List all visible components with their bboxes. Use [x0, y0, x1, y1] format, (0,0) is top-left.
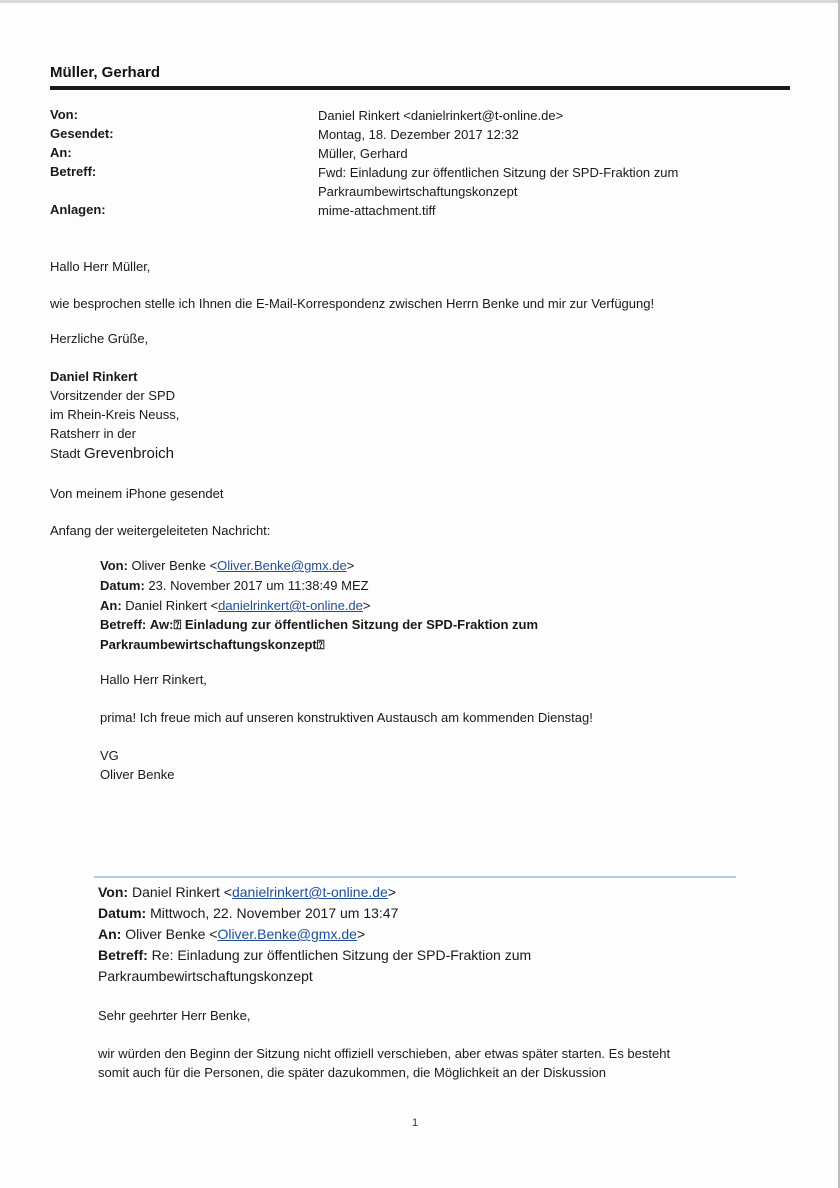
quote-separator [94, 876, 736, 878]
signature-line4 [50, 444, 174, 463]
fwd2-text-line1: wir würden den Beginn der Sitzung nicht offiziell verschieben, aber etwas später starten. Es besteht [98, 1046, 671, 1061]
signature-line4-prefix: Stadt [50, 446, 81, 461]
fwd1-to-label: An: [100, 598, 122, 613]
fwd1-from-close: > [346, 558, 355, 573]
fwd2-to-name: Oliver Benke < [125, 926, 218, 942]
fwd2-subject-label: Betreff: [98, 947, 148, 963]
fwd2-from-close: > [387, 884, 397, 900]
device-note: Von meinem iPhone gesendet [50, 486, 224, 501]
signature-name: Daniel Rinkert [50, 369, 138, 384]
fwd1-subject-cont [100, 635, 740, 655]
fwd1-date-value: 23. November 2017 um 11:38:49 MEZ [148, 578, 369, 593]
fwd2-date-label: Datum: [98, 905, 147, 921]
fwd1-to-name: Daniel Rinkert < [125, 598, 219, 613]
fwd2-to-label: An: [98, 926, 122, 942]
fwd2-to-close: > [356, 926, 366, 942]
fwd1-to [100, 596, 740, 616]
title-rule [50, 86, 790, 90]
header-subject-line2: Parkraumbewirtschaftungskonzept [318, 184, 518, 199]
fwd1-text: prima! Ich freue mich auf unseren konstruktiven Austausch am kommenden Dienstag! [100, 710, 593, 725]
fwd1-to-close: > [362, 598, 371, 613]
header-to-label: An: [50, 145, 72, 160]
signature-city: Grevenbroich [83, 445, 175, 462]
fwd1-from-label: Von: [100, 558, 128, 573]
fwd2-subject-line1: Re: Einladung zur öffentlichen Sitzung der SPD-Fraktion zum [151, 947, 532, 963]
fwd2-from-label: Von: [98, 884, 129, 900]
fwd2-from-name: Daniel Rinkert < [131, 884, 232, 900]
signature-line1: Vorsitzender der SPD [50, 388, 176, 403]
header-from-value: Daniel Rinkert <danielrinkert@t-online.de> [318, 108, 564, 123]
fwd1-sign-vg: VG [100, 748, 119, 763]
fwd1-to-email-link[interactable]: danielrinkert@t-online.de [218, 598, 363, 613]
header-subject-line1: Fwd: Einladung zur öffentlichen Sitzung der SPD-Fraktion zum [318, 165, 679, 180]
header-to-value: Müller, Gerhard [318, 146, 408, 161]
body-text: wie besprochen stelle ich Ihnen die E-Mail-Korrespondenz zwischen Herrn Benke und mir zur Verfügung! [50, 296, 655, 311]
attachment-file[interactable]: mime-attachment.tiff [318, 203, 436, 218]
fwd2-to-email-link[interactable]: Oliver.Benke@gmx.de [217, 926, 357, 942]
signature-line3: Ratsherr in der [50, 426, 136, 441]
fwd2-subject-line2: Parkraumbewirtschaftungskonzept [98, 968, 313, 984]
fwd2-date [98, 903, 748, 924]
fwd1-date [100, 576, 740, 596]
forward-note: Anfang der weitergeleiteten Nachricht: [50, 523, 271, 538]
fwd2-date-value: Mittwoch, 22. November 2017 um 13:47 [150, 905, 399, 921]
fwd1-from-email-link[interactable]: Oliver.Benke@gmx.de [217, 558, 347, 573]
fwd1-subject-label: Betreff: [100, 617, 147, 632]
greeting: Hallo Herr Müller, [50, 259, 151, 274]
fwd1-subject [100, 615, 740, 635]
fwd2-from-email-link[interactable]: danielrinkert@t-online.de [231, 884, 388, 900]
signature-line2: im Rhein-Kreis Neuss, [50, 407, 180, 422]
header-from-label: Von: [50, 107, 78, 122]
mailbox-owner-title: Müller, Gerhard [50, 64, 161, 81]
fwd1-date-label: Datum: [100, 578, 145, 593]
header-sent-value: Montag, 18. Dezember 2017 12:32 [318, 127, 519, 142]
scan-edge-top [0, 0, 840, 3]
page-number: 1 [412, 1117, 419, 1129]
fwd1-greeting: Hallo Herr Rinkert, [100, 672, 207, 687]
fwd1-subject-line2: Parkraumbewirtschaftungskonzept⍰ [100, 637, 325, 652]
fwd1-sign-name: Oliver Benke [100, 767, 175, 782]
fwd2-greeting: Sehr geehrter Herr Benke, [98, 1008, 251, 1023]
fwd2-text-line2: somit auch für die Personen, die später dazukommen, die Möglichkeit an der Diskussion [98, 1065, 606, 1080]
header-subject-label: Betreff: [50, 164, 97, 179]
fwd1-subject-line1: Aw:⍰ Einladung zur öffentlichen Sitzung der SPD-Fraktion zum [149, 617, 539, 632]
fwd2-from [98, 882, 748, 903]
fwd1-from [100, 556, 740, 576]
header-attachments-label: Anlagen: [50, 202, 106, 217]
fwd2-subject [98, 945, 748, 966]
fwd1-from-name: Oliver Benke < [131, 558, 218, 573]
closing: Herzliche Grüße, [50, 331, 149, 346]
fwd2-to [98, 924, 748, 945]
header-sent-label: Gesendet: [50, 126, 114, 141]
